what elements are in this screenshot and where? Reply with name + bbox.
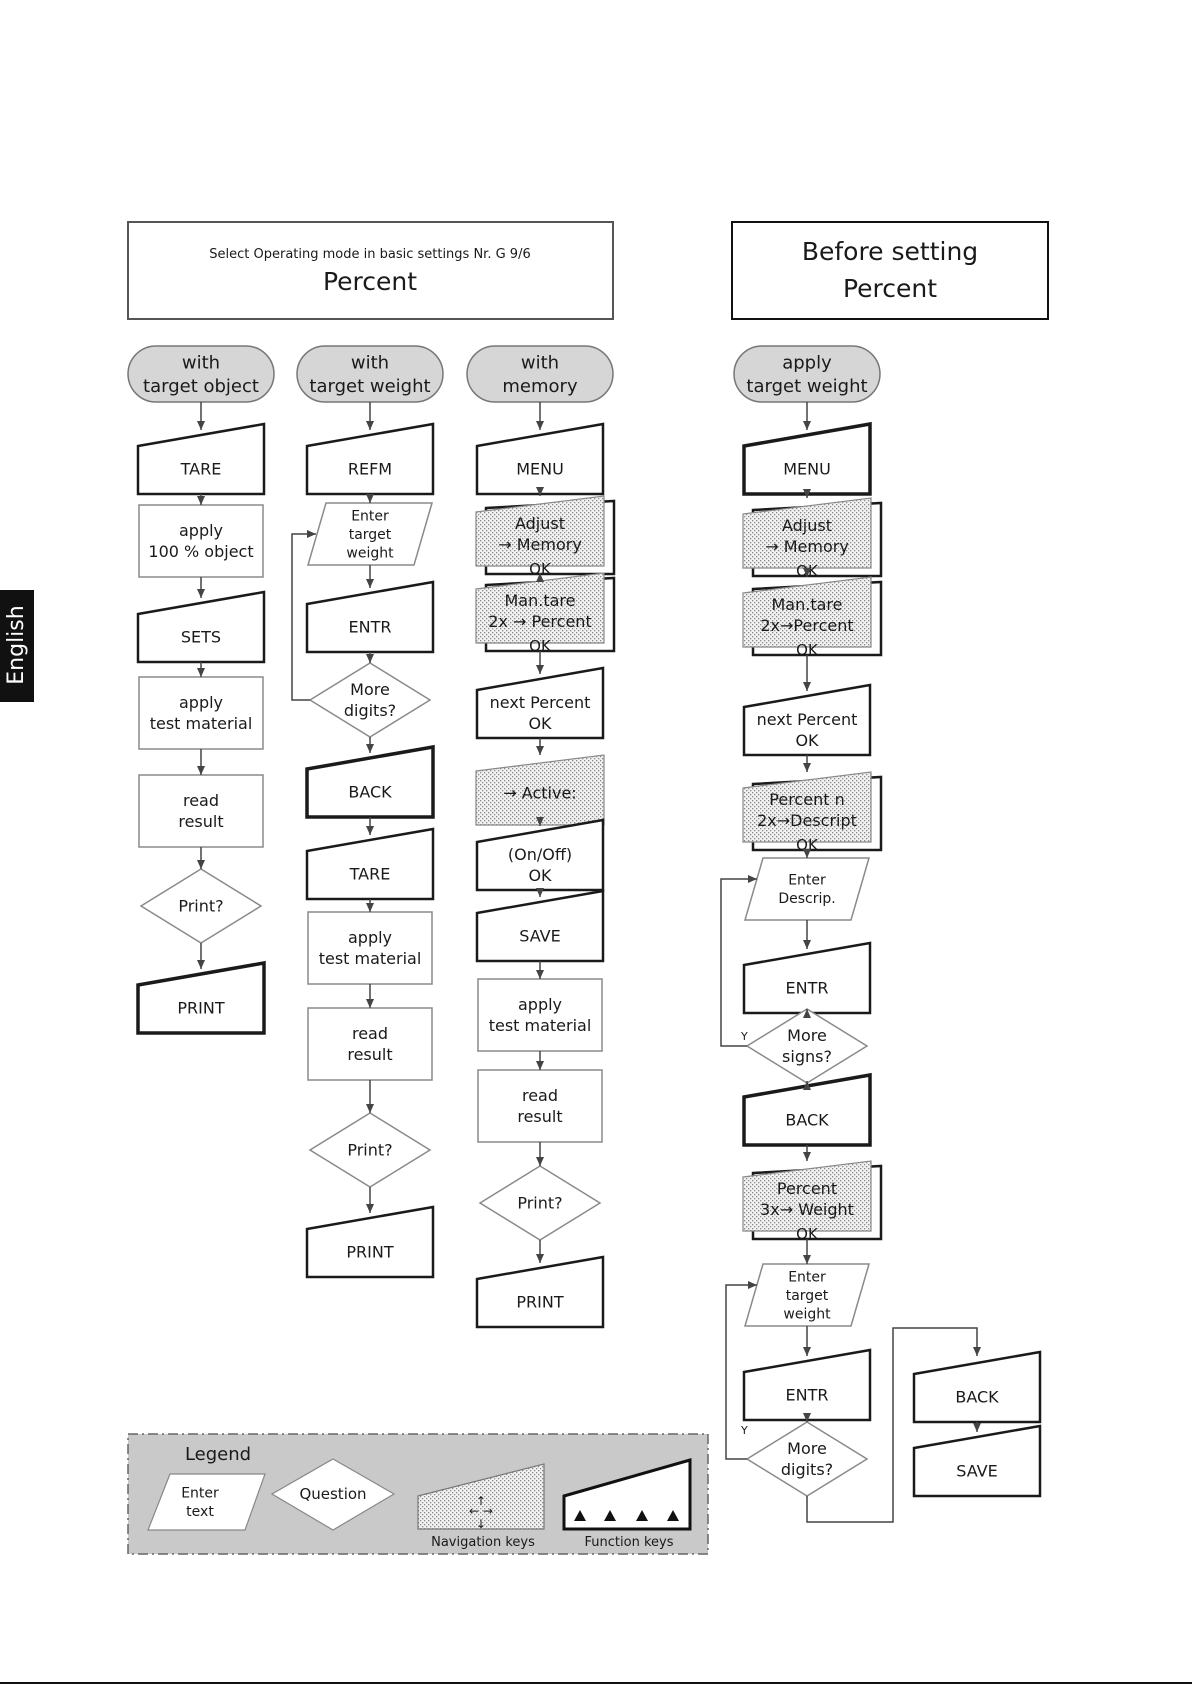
process-step-text: test material bbox=[318, 949, 422, 969]
start-terminator-text: target weight bbox=[746, 376, 868, 398]
process-step-text: read bbox=[521, 1086, 559, 1106]
step-process bbox=[308, 1008, 432, 1080]
function-key-text: SETS bbox=[180, 627, 222, 647]
start-terminator bbox=[467, 346, 613, 402]
question-text: More bbox=[787, 1439, 827, 1459]
legend-input-text: text bbox=[186, 1504, 214, 1521]
navigation-key-text: 2x → Percent bbox=[488, 612, 592, 632]
header-left-subtitle: Select Operating mode in basic settings Nr. G 9/6 bbox=[209, 247, 531, 262]
step-nav bbox=[743, 772, 881, 854]
loop-yes-label: Y bbox=[741, 1424, 748, 1437]
step-function bbox=[477, 891, 603, 961]
step-question bbox=[480, 1166, 600, 1240]
question-text: Print? bbox=[517, 1193, 563, 1213]
function-key-text: BACK bbox=[348, 782, 392, 802]
input-step-text: Enter bbox=[788, 872, 826, 889]
legend-input-text: Enter bbox=[181, 1485, 219, 1502]
function-key-text: PRINT bbox=[177, 998, 225, 1018]
step-function bbox=[477, 668, 603, 738]
function-key-text: OK bbox=[528, 714, 552, 734]
process-step-text: test material bbox=[488, 1016, 592, 1036]
function-key-text: next Percent bbox=[756, 710, 858, 730]
step-function bbox=[138, 592, 264, 662]
step-function bbox=[307, 582, 433, 652]
step-process bbox=[308, 912, 432, 984]
question-text: More bbox=[787, 1026, 827, 1046]
function-key-text: ENTR bbox=[785, 978, 829, 998]
start-terminator-text: target object bbox=[143, 376, 259, 398]
legend-title: Legend bbox=[184, 1444, 252, 1465]
step-function bbox=[744, 685, 870, 755]
function-key-text: BACK bbox=[785, 1110, 829, 1130]
start-terminator-text: with bbox=[181, 352, 221, 374]
step-input bbox=[745, 858, 869, 920]
function-key-text: ENTR bbox=[785, 1385, 829, 1405]
input-step-text: weight bbox=[346, 545, 394, 562]
question-text: digits? bbox=[343, 701, 397, 721]
function-key-text: SAVE bbox=[956, 1461, 998, 1481]
navigation-key-text: 2x→Descript bbox=[757, 811, 857, 831]
column-memory bbox=[467, 346, 614, 1327]
navigation-key-text: Man.tare bbox=[771, 595, 843, 615]
navigation-key-text: Percent bbox=[776, 1179, 838, 1199]
input-step-text: target bbox=[348, 526, 392, 543]
process-step-text: 100 % object bbox=[148, 542, 254, 562]
function-key-text: (On/Off) bbox=[507, 845, 573, 865]
loop-yes-label: Y bbox=[741, 1030, 748, 1043]
ok-label: OK bbox=[529, 560, 551, 578]
step-nav bbox=[743, 577, 881, 659]
question-text: digits? bbox=[780, 1460, 834, 1480]
step-function-bold bbox=[307, 747, 433, 817]
legend-function-caption: Function keys bbox=[584, 1535, 674, 1550]
navigation-key-text: Percent n bbox=[769, 790, 845, 810]
input-step-text: Descrip. bbox=[778, 891, 836, 908]
navigation-key-text: → Active: bbox=[503, 783, 577, 803]
left-right-arrow-icon: ← → bbox=[469, 1504, 493, 1518]
process-step-text: read bbox=[182, 791, 220, 811]
step-question bbox=[310, 1113, 430, 1187]
header-right-line1: Before setting bbox=[801, 237, 979, 266]
input-step-text: Enter bbox=[351, 508, 389, 525]
step-nav-single bbox=[476, 755, 604, 825]
function-key-text: OK bbox=[795, 731, 819, 751]
step-nav bbox=[743, 498, 881, 580]
step-function-bold bbox=[138, 963, 264, 1033]
step-question bbox=[747, 1422, 867, 1496]
step-question bbox=[747, 1009, 867, 1083]
step-nav bbox=[476, 573, 614, 655]
step-function-bold bbox=[744, 424, 870, 494]
navigation-key-text: → Memory bbox=[765, 537, 849, 557]
process-step-text: result bbox=[517, 1107, 563, 1127]
start-terminator bbox=[297, 346, 443, 402]
process-step-text: apply bbox=[517, 995, 563, 1015]
navigation-key-text: → Memory bbox=[498, 535, 582, 555]
ok-label: OK bbox=[529, 637, 551, 655]
start-terminator-text: with bbox=[520, 352, 560, 374]
navigation-key-text: 3x→ Weight bbox=[760, 1200, 854, 1220]
process-step-text: result bbox=[347, 1045, 393, 1065]
input-step-text: Enter bbox=[788, 1269, 826, 1286]
step-process bbox=[478, 979, 602, 1051]
step-process bbox=[139, 505, 263, 577]
navigation-key-text: Adjust bbox=[781, 516, 833, 536]
function-key-text: TARE bbox=[349, 864, 391, 884]
step-function-bold bbox=[744, 1075, 870, 1145]
step-nav bbox=[743, 1161, 881, 1243]
ok-label: OK bbox=[796, 562, 818, 580]
step-function bbox=[477, 1257, 603, 1327]
column-target-object bbox=[128, 346, 274, 1033]
step-input bbox=[745, 1264, 869, 1326]
function-key-text: OK bbox=[528, 866, 552, 886]
step-process bbox=[139, 775, 263, 847]
step-question bbox=[141, 869, 261, 943]
legend-question-text: Question bbox=[299, 1485, 367, 1503]
process-step-text: result bbox=[178, 812, 224, 832]
bottom-rule bbox=[0, 1682, 1192, 1684]
function-key-text: BACK bbox=[955, 1387, 999, 1407]
start-terminator bbox=[128, 346, 274, 402]
flow-columns bbox=[128, 346, 1040, 1522]
navigation-key-text: 2x→Percent bbox=[760, 616, 854, 636]
start-terminator-text: target weight bbox=[309, 376, 431, 398]
step-function bbox=[477, 424, 603, 494]
input-step-text: weight bbox=[783, 1306, 831, 1323]
function-key-text: SAVE bbox=[519, 926, 561, 946]
ok-label: OK bbox=[796, 1225, 818, 1243]
up-arrow-icon: ↑ bbox=[475, 1494, 487, 1508]
start-terminator-text: with bbox=[350, 352, 390, 374]
language-tab-label: English bbox=[4, 605, 29, 685]
step-function bbox=[914, 1352, 1040, 1422]
step-process bbox=[478, 1070, 602, 1142]
legend-navigation-caption: Navigation keys bbox=[431, 1535, 535, 1550]
function-key-text: TARE bbox=[180, 459, 222, 479]
process-step-text: apply bbox=[347, 928, 393, 948]
step-input bbox=[308, 503, 432, 565]
start-terminator-text: memory bbox=[502, 376, 578, 398]
header-left bbox=[128, 222, 613, 319]
question-text: Print? bbox=[178, 896, 224, 916]
function-key-text: PRINT bbox=[346, 1242, 394, 1262]
legend-box bbox=[128, 1434, 708, 1554]
function-key-text: MENU bbox=[516, 459, 564, 479]
process-step-text: apply bbox=[178, 521, 224, 541]
navigation-key-text: Man.tare bbox=[504, 591, 576, 611]
step-process bbox=[139, 677, 263, 749]
step-function bbox=[477, 820, 603, 890]
step-function bbox=[138, 424, 264, 494]
column-target-weight bbox=[292, 346, 443, 1277]
header-left-title: Percent bbox=[322, 267, 418, 296]
function-key-text: ENTR bbox=[348, 617, 392, 637]
ok-label: OK bbox=[796, 836, 818, 854]
function-key-text: REFM bbox=[347, 459, 393, 479]
process-step-text: test material bbox=[149, 714, 253, 734]
header-right-line2: Percent bbox=[842, 274, 938, 303]
process-step-text: read bbox=[351, 1024, 389, 1044]
step-function bbox=[744, 943, 870, 1013]
step-nav bbox=[476, 496, 614, 578]
function-key-text: PRINT bbox=[516, 1292, 564, 1312]
start-terminator-text: apply bbox=[782, 352, 832, 374]
start-terminator bbox=[734, 346, 880, 402]
header-right bbox=[732, 222, 1048, 319]
input-step-text: target bbox=[785, 1287, 829, 1304]
question-text: More bbox=[350, 680, 390, 700]
process-step-text: apply bbox=[178, 693, 224, 713]
step-function bbox=[744, 1350, 870, 1420]
ok-label: OK bbox=[796, 641, 818, 659]
step-function bbox=[307, 1207, 433, 1277]
step-function bbox=[307, 829, 433, 899]
question-text: signs? bbox=[782, 1047, 832, 1067]
down-arrow-icon: ↓ bbox=[475, 1517, 487, 1531]
step-question bbox=[310, 663, 430, 737]
column-before-setting bbox=[721, 346, 1040, 1522]
function-key-text: MENU bbox=[783, 459, 831, 479]
navigation-key-text: Adjust bbox=[514, 514, 566, 534]
step-function bbox=[914, 1426, 1040, 1496]
question-text: Print? bbox=[347, 1140, 393, 1160]
function-key-text: next Percent bbox=[489, 693, 591, 713]
step-function bbox=[307, 424, 433, 494]
